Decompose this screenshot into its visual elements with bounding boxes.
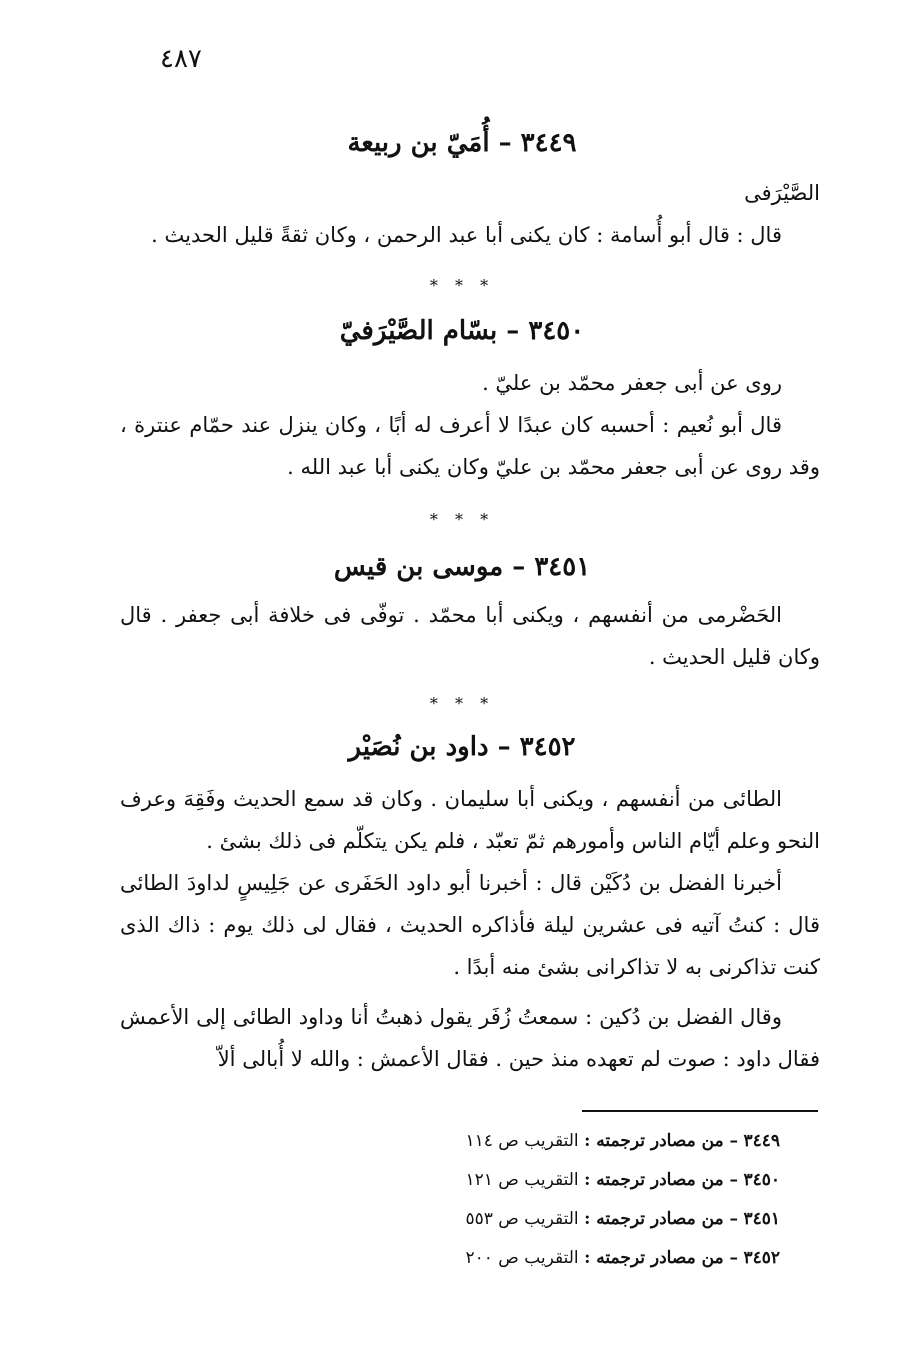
footnote-source: التقريب ص ١١٤ bbox=[465, 1131, 579, 1151]
footnote-3451 bbox=[360, 1200, 780, 1239]
entry-title-3450: ٣٤٥٠ – بسّام الصَّيْرَفيّ bbox=[339, 316, 585, 346]
footnote-label: – من مصادر ترجمته : bbox=[584, 1248, 739, 1268]
separator-asterisks: * * * bbox=[429, 276, 495, 295]
entry-title-3451: ٣٤٥١ – موسى بن قيس bbox=[333, 552, 591, 582]
page-number: ٤٨٧ bbox=[160, 44, 202, 74]
entry-3449-text: قال : قال أبو أُسامة : كان يكنى أبا عبد الرحمن ، وكان ثقةً قليل الحديث . bbox=[151, 223, 782, 247]
footnote-source: التقريب ص ٥٥٣ bbox=[465, 1209, 579, 1229]
footnote-number: ٣٤٤٩ bbox=[743, 1131, 780, 1151]
separator-asterisks: * * * bbox=[429, 510, 495, 529]
footnote-number: ٣٤٥٠ bbox=[743, 1170, 780, 1190]
entry-3451-text: الحَضْرمى من أنفسهم ، ويكنى أبا محمّد . توفّى فى خلافة أبى جعفر . قال وكان قليل الحديث . bbox=[120, 603, 820, 669]
footnote-3450 bbox=[360, 1161, 780, 1200]
footnote-number: ٣٤٥٢ bbox=[743, 1248, 780, 1268]
footnote-number: ٣٤٥١ bbox=[743, 1209, 780, 1229]
footnote-source: التقريب ص ٢٠٠ bbox=[465, 1248, 579, 1268]
entry-3450-text-1: روى عن أبى جعفر محمّد بن عليّ . bbox=[482, 371, 782, 395]
footnote-source: التقريب ص ١٢١ bbox=[465, 1170, 579, 1190]
entry-3450-text-2: قال أبو نُعيم : أحسبه كان عبدًا لا أعرف له أبًا ، وكان ينزل عند حمّام عنترة ، وقد روى عن أبى جعفر محمّد بن عليّ وكان يكنى أبا عبد الله . bbox=[120, 413, 820, 479]
footnote-label: – من مصادر ترجمته : bbox=[584, 1131, 739, 1151]
entry-title-3449: ٣٤٤٩ – أُمَيّ بن ربيعة bbox=[347, 128, 577, 158]
entry-3452-text-3: وقال الفضل بن دُكين : سمعتُ زُفَر يقول ذهبتُ أنا وداود الطائى إلى الأعمش فقال داود : صوت لم تعهده منذ حين . فقال الأعمش : والله لا أُبالى ألاّ bbox=[120, 1005, 820, 1071]
entry-3452-text-1: الطائى من أنفسهم ، ويكنى أبا سليمان . وكان قد سمع الحديث وفَقِهَ وعرف النحو وعلم أيّام الناس وأمورهم ثمّ تعبّد ، فلم يكن يتكلّم فى ذلك بشئ . bbox=[120, 787, 820, 853]
entry-3449-nisba: الصَّيْرَفى bbox=[744, 181, 820, 205]
footnote-label: – من مصادر ترجمته : bbox=[584, 1170, 739, 1190]
footnote-3449 bbox=[360, 1122, 780, 1161]
entry-title-3452: ٣٤٥٢ – داود بن نُصَيْر bbox=[348, 732, 576, 762]
footnote-3452 bbox=[360, 1239, 780, 1278]
footnote-rule bbox=[582, 1110, 818, 1112]
footnote-label: – من مصادر ترجمته : bbox=[584, 1209, 739, 1229]
separator-asterisks: * * * bbox=[429, 694, 495, 713]
footnotes bbox=[360, 1122, 780, 1278]
entry-3452-text-2: أخبرنا الفضل بن دُكَيْن قال : أخبرنا أبو داود الحَفَرى عن جَلِيسٍ لداودَ الطائى قال : كنتُ آتيه فى عشرين ليلة فأذاكره الحديث ، فقال لى ذلك يوم : ذاك الذى كنت تذاكرنى به لا تذاكرانى بشئ منه أبدًا . bbox=[120, 871, 820, 979]
